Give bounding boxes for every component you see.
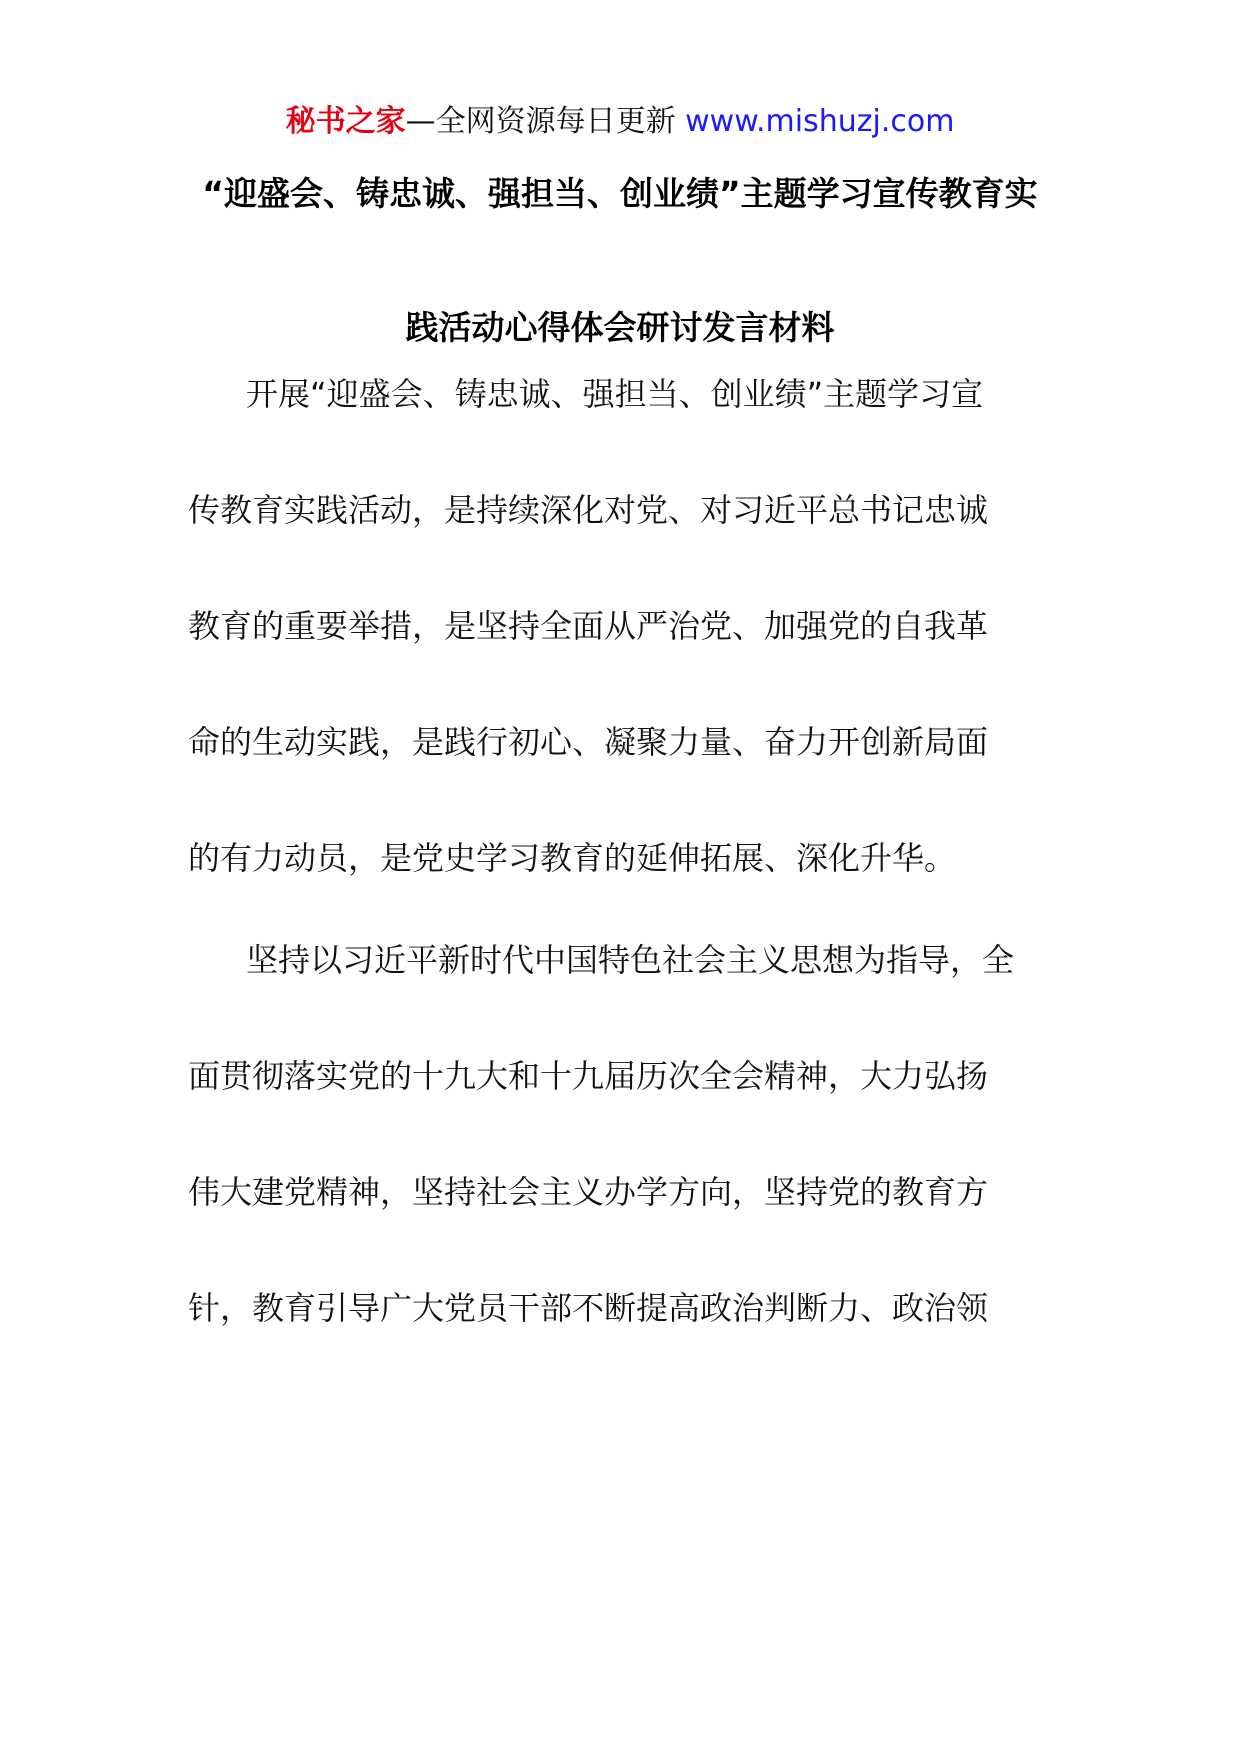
paragraph-line: 针，教育引导广大党员干部不断提高政治判断力、政治领: [188, 1289, 989, 1327]
paragraph-line: 面贯彻落实党的十九大和十九届历次全会精神，大力弘扬: [188, 1057, 989, 1095]
header-tagline: —全网资源每日更新: [405, 104, 686, 139]
document-title-line-2: 践活动心得体会研讨发言材料: [405, 308, 835, 347]
paragraph-line: 命的生动实践，是践行初心、凝聚力量、奋力开创新局面: [188, 723, 989, 761]
paragraph-line: 坚持以习近平新时代中国特色社会主义思想为指导，全: [246, 941, 1015, 979]
document-title-line-1: “迎盛会、铸忠诚、强担当、创业绩”主题学习宣传教育实: [202, 174, 1038, 213]
site-url-link[interactable]: www.mishuzj.com: [685, 104, 955, 139]
site-header: [0, 100, 1240, 144]
brand-name: 秘书之家: [285, 104, 406, 139]
paragraph-line: 教育的重要举措，是坚持全面从严治党、加强党的自我革: [188, 607, 989, 645]
paragraph-line: 的有力动员，是党史学习教育的延伸拓展、深化升华。: [188, 839, 957, 877]
paragraph-line: 开展“迎盛会、铸忠诚、强担当、创业绩”主题学习宣: [246, 375, 984, 413]
paragraph-line: 传教育实践活动，是持续深化对党、对习近平总书记忠诚: [188, 491, 989, 529]
paragraph-line: 伟大建党精神，坚持社会主义办学方向，坚持党的教育方: [188, 1173, 989, 1211]
